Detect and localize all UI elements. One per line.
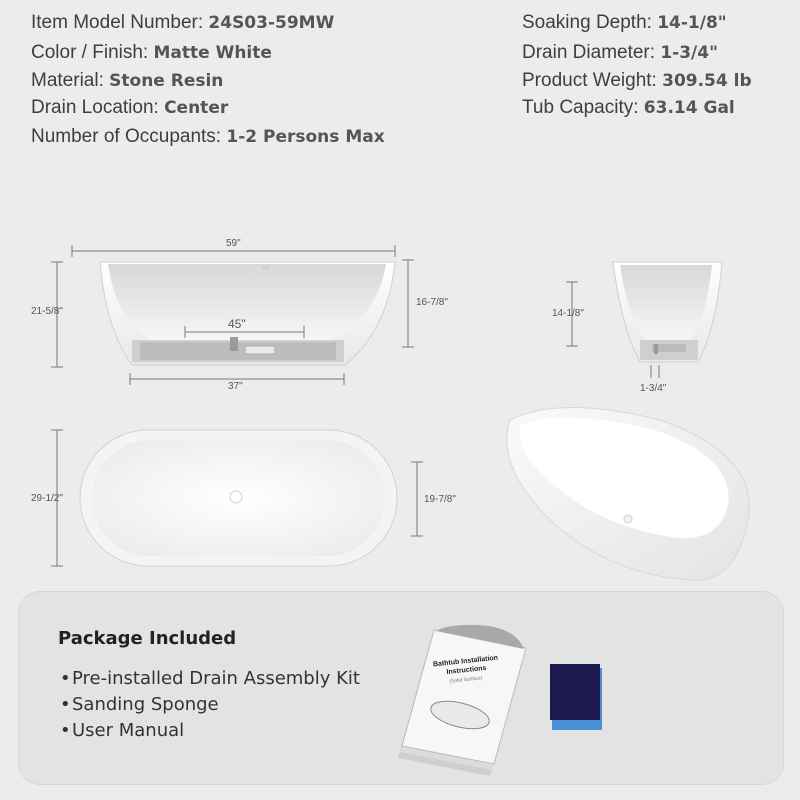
dimension-inner-width: 19-7/8" [424,494,456,505]
dimension-height: 21-5/8" [31,306,63,317]
package-item-manual: •User Manual [60,720,185,741]
dimension-base-length: 37" [228,381,243,392]
dimension-width: 29-1/2" [31,493,63,504]
spec-material: Material: Stone Resin [31,70,224,91]
dimension-drain-diameter: 1-3/4" [640,383,667,394]
spec-drain-diameter: Drain Diameter: 1-3/4" [522,42,718,63]
manual-title: Bathtub Installation Instructions [432,654,499,677]
package-item-drain-kit: •Pre-installed Drain Assembly Kit [60,668,360,689]
spec-drain-location: Drain Location: Center [31,97,229,118]
package-item-sponge: •Sanding Sponge [60,694,219,715]
spec-occupants: Number of Occupants: 1-2 Persons Max [31,126,385,147]
spec-color-finish: Color / Finish: Matte White [31,42,272,63]
spec-soaking-depth: Soaking Depth: 14-1/8" [522,12,727,33]
user-manual-image [398,625,526,776]
dimension-inner-depth: 16-7/8" [416,297,448,308]
dimension-soaking-depth: 14-1/8" [552,308,584,319]
dimension-inner-length: 45" [228,317,246,331]
sanding-sponge-image [550,664,602,730]
spec-product-weight: Product Weight: 309.54 lb [522,70,752,91]
manual-subtitle: (Solid Surface) [449,675,483,685]
spec-model-number: Item Model Number: 24S03-59MW [31,12,335,33]
dimension-length: 59" [226,238,241,249]
package-title: Package Included [58,628,237,649]
spec-tub-capacity: Tub Capacity: 63.14 Gal [522,97,735,118]
